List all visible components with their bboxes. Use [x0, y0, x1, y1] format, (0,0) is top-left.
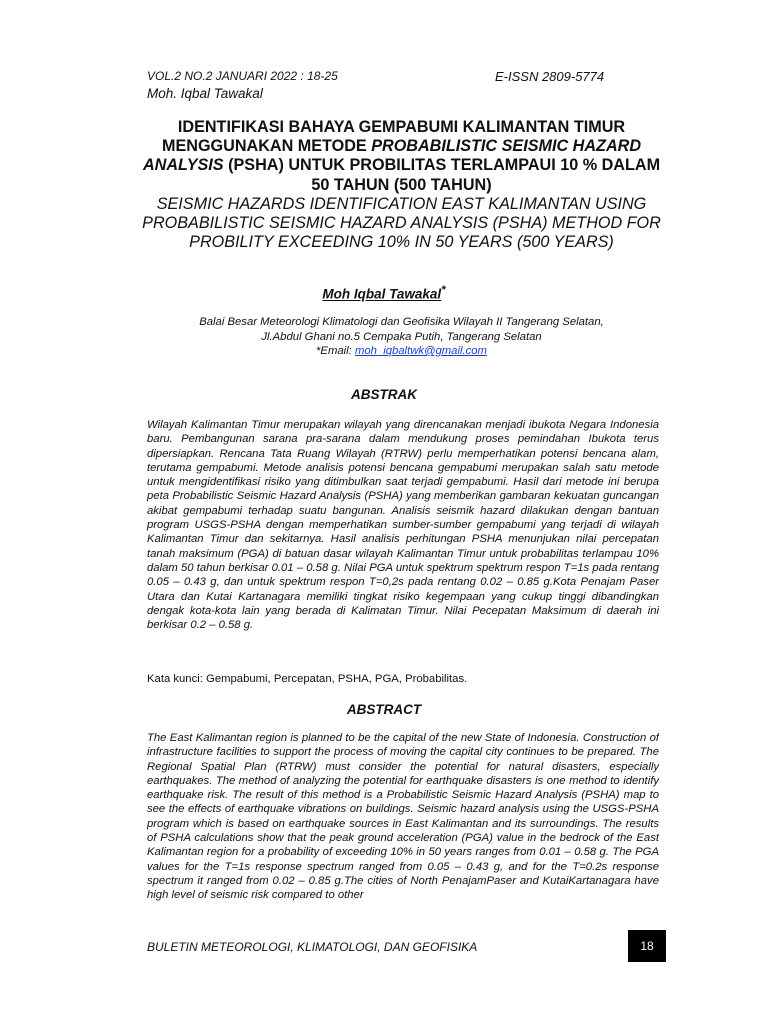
running-author: Moh. Iqbal Tawakal — [147, 86, 263, 101]
journal-footer: BULETIN METEOROLOGI, KLIMATOLOGI, DAN GEOFISIKA — [147, 940, 478, 954]
abstract-heading: ABSTRACT — [346, 702, 422, 717]
abstrak-heading: ABSTRAK — [351, 387, 417, 402]
keywords: Kata kunci: Gempabumi, Percepatan, PSHA, PGA, Probabilitas. — [147, 673, 468, 685]
journal-volume: VOL.2 NO.2 JANUARI 2022 : 18-25 — [147, 69, 338, 83]
author-name: Moh Iqbal Tawakal* — [322, 284, 446, 302]
abstract-body: The East Kalimantan region is planned to be the capital of the new State of Indonesia. Construction of infrastructure facilities to support the process of moving the capital city continues to be prepared. The Regional Spatial Plan (RTRW) must consider the potential for natural disasters, especially earthquakes. The method of analyzing the potential for earthquake disasters is one method to identify earthquake risk. The result of this method is a Probabilistic Seismic Hazard Analysis (PSHA) map to see the effects of earthquake vibrations on buildings. Seismic hazard analysis using the USGS-PSHA program which is based on earthquake sources in East Kalimantan and its surroundings. The results of PSHA calculations show that the peak ground acceleration (PGA) value in the bedrock of the East Kalimantan region for a probability of exceeding 10% in 50 years ranges from 0.01 – 0.58 g. The PGA values for the T=1s response spectrum ranged from 0.05 – 0.43 g, and for the T=0.2s response spectrum it ranged from 0.02 – 0.85 g.The cities of North PenajamPaser and KutaiKartanagara have high level of seismic risk compared to other — [147, 732, 659, 902]
author-email-link[interactable]: moh_iqbaltwk@gmail.com — [354, 345, 487, 357]
issn: E-ISSN 2809-5774 — [495, 69, 605, 84]
author-email-line: *Email: moh_iqbaltwk@gmail.com — [316, 345, 487, 357]
author-affiliation: Balai Besar Meteorologi Klimatologi dan Geofisika Wilayah II Tangerang Selatan, Jl.Abdul Ghani no.5 Cempaka Putih, Tangerang Selatan *Email: moh_iqbaltwk@gmail.com — [140, 315, 663, 359]
title-italic-term: PROBABILISTIC SEISMIC HAZARD ANALYSIS — [142, 137, 642, 175]
page-number: 18 — [628, 930, 666, 962]
paper-title — [140, 118, 663, 252]
title-indonesian: IDENTIFIKASI BAHAYA GEMPABUMI KALIMANTAN TIMUR MENGGUNAKAN METODE PROBABILISTIC SEISMIC HAZARD ANALYSIS (PSHA) UNTUK PROBILITAS TERLAMPAUI 10 % DALAM 50 TAHUN (500 TAHUN) — [142, 118, 661, 194]
abstrak-body: Wilayah Kalimantan Timur merupakan wilayah yang direncanakan menjadi ibukota Negara Indonesia baru. Pembangunan sarana pra-sarana dalam mendukung proses pemindahan Ibukota terus dipersiapkan. Rencana Tata Ruang Wilayah (RTRW) perlu memperhatikan potensi bencana alam, terutama gempabumi. Metode analisis potensi bencana gempabumi merupakan salah satu metode untuk mengidentifikasi risiko yang ditimbulkan saat terjadi gempabumi. Hasil dari metode ini berupa peta Probabilistic Seismic Hazard Analysis (PSHA) yang memberikan gambaran kekuatan guncangan akibat gempabumi terhadap suatu bangunan. Analisis seismik hazard dilakukan dengan bantuan program USGS-PSHA dengan memperhatikan sumber-sumber gempabumi yang terjadi di wilayah Kalimantan Timur dan sekitarnya. Hasil analisis perhitungan PSHA menunjukan nilai percepatan tanah maksimum (PGA) di batuan dasar wilayah Kalimantan Timur untuk probabilitas terlampau 10% dalam 50 tahun berkisar 0.01 – 0.58 g. Nilai PGA untuk spektrum spektrum respon T=1s pada rentang 0.05 – 0.43 g, dan untuk spektrum respon T=0,2s pada rentang 0.02 – 0.85 g.Kota Penajam Paser Utara dan Kutai Kartanagara memiliki tingkat risiko kegempaan yang cukup tinggi dibandingkan dengak kota-kota lain yang berada di Kalimatan Timur. Nilai Pecepatan Maksimum di daerah ini berkisar 0.2 – 0.58 g. — [147, 419, 659, 632]
title-english: SEISMIC HAZARDS IDENTIFICATION EAST KALIMANTAN USING PROBABILISTIC SEISMIC HAZARD ANALYSIS (PSHA) METHOD FOR PROBILITY EXCEEDING 10% IN 50 YEARS (500 YEARS) — [142, 194, 661, 252]
